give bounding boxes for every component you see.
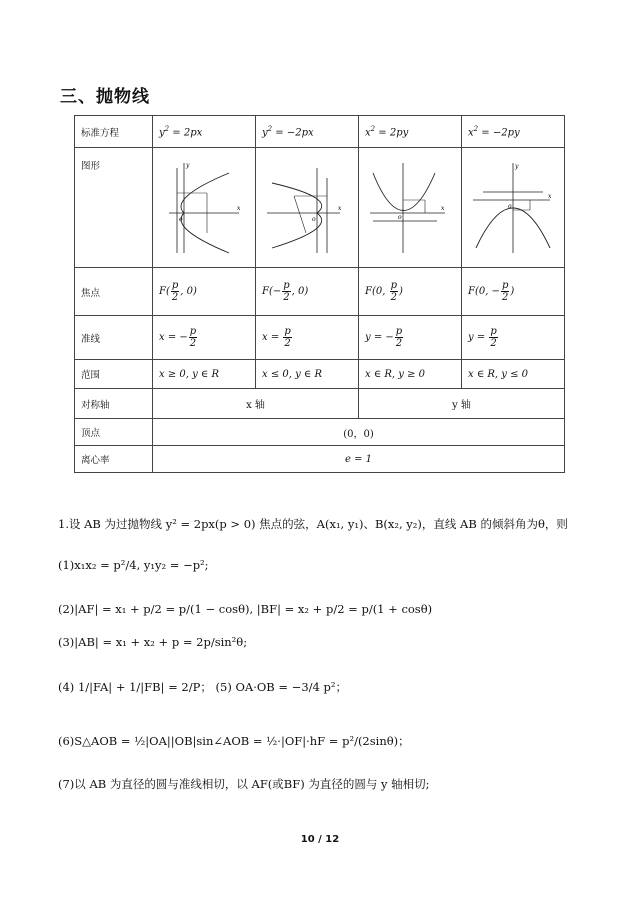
focus-4: F(0, − $\frac{p}{2}$ ) [462, 268, 565, 316]
directrix-4: y = $\frac{p}{2}$ [462, 316, 565, 360]
formula-intro: 1.设 AB 为过抛物线 y² = 2px(p > 0) 焦点的弦，A(x₁, y₁)、B(x₂, y₂)，直线 AB 的倾斜角为θ，则 [58, 517, 568, 531]
svg-text:o: o [312, 215, 316, 223]
graph-right-opening [153, 148, 256, 268]
equation-4: $x^2 = -2py$ [462, 116, 565, 148]
svg-text:o: o [179, 215, 183, 223]
graph-down-opening [462, 148, 565, 268]
label-directrix: 准线 [75, 316, 153, 360]
svg-text:x: x [548, 192, 552, 200]
section-title: 三、抛物线 [60, 87, 150, 107]
label-vertex: 顶点 [75, 419, 153, 446]
directrix-2: x = $\frac{p}{2}$ [256, 316, 359, 360]
row-focus [75, 268, 565, 316]
label-graph: 图形 [75, 148, 153, 268]
row-equation [75, 116, 565, 148]
svg-text:y: y [186, 161, 190, 169]
vertex-value: (0，0) [153, 419, 565, 446]
row-vertex [75, 419, 565, 446]
row-graph [75, 148, 565, 268]
directrix-3: y = − $\frac{p}{2}$ [359, 316, 462, 360]
range-1: x ≥ 0, y ∈ R [153, 360, 256, 389]
row-range [75, 360, 565, 389]
graph-left-opening [256, 148, 359, 268]
svg-text:x: x [237, 204, 241, 212]
focus-1: F( $\frac{p}{2}$ , 0) [153, 268, 256, 316]
formula-2: (2)|AF| = x₁ + p/2 = p/(1 − cosθ), |BF| = x₂ + p/2 = p/(1 + cosθ) [58, 602, 433, 616]
formula-7: (7)以 AB 为直径的圆与准线相切，以 AF(或BF) 为直径的圆与 y 轴相切; [58, 777, 430, 791]
focus-3: F(0, $\frac{p}{2}$ ) [359, 268, 462, 316]
svg-text:x: x [338, 204, 342, 212]
focus-2: F(− $\frac{p}{2}$ , 0) [256, 268, 359, 316]
page-number: 10 / 12 [300, 834, 340, 845]
row-eccentricity [75, 446, 565, 473]
formula-3: (3)|AB| = x₁ + x₂ + p = 2p/sin²θ; [58, 635, 248, 649]
label-equation: 标准方程 [75, 116, 153, 148]
svg-text:y: y [515, 162, 519, 170]
equation-2: $y^2 = -2px$ [256, 116, 359, 148]
label-focus: 焦点 [75, 268, 153, 316]
svg-text:x: x [441, 204, 445, 212]
formula-1: (1)x₁x₂ = p²/4, y₁y₂ = −p²; [58, 558, 209, 572]
svg-text:o: o [398, 213, 402, 221]
eccentricity-value: e = 1 [153, 446, 565, 473]
parabola-properties-table [74, 115, 565, 473]
axis-y: y 轴 [359, 389, 565, 419]
graph-up-opening [359, 148, 462, 268]
svg-text:o: o [508, 202, 512, 210]
range-4: x ∈ R, y ≤ 0 [462, 360, 565, 389]
equation-3: $x^2 = 2py$ [359, 116, 462, 148]
row-axis [75, 389, 565, 419]
formula-4: (4) 1/|FA| + 1/|FB| = 2/P； (5) OA·OB = −3/4 p²； [58, 680, 347, 694]
range-3: x ∈ R, y ≥ 0 [359, 360, 462, 389]
label-eccentricity: 离心率 [75, 446, 153, 473]
label-range: 范围 [75, 360, 153, 389]
range-2: x ≤ 0, y ∈ R [256, 360, 359, 389]
equation-1: $y^2 = 2px$ [153, 116, 256, 148]
formula-6: (6)S△AOB = ½|OA||OB|sin∠AOB = ½·|OF|·hF = p²/(2sinθ)； [58, 734, 410, 748]
axis-x: x 轴 [153, 389, 359, 419]
directrix-1: x = − $\frac{p}{2}$ [153, 316, 256, 360]
label-axis: 对称轴 [75, 389, 153, 419]
row-directrix [75, 316, 565, 360]
